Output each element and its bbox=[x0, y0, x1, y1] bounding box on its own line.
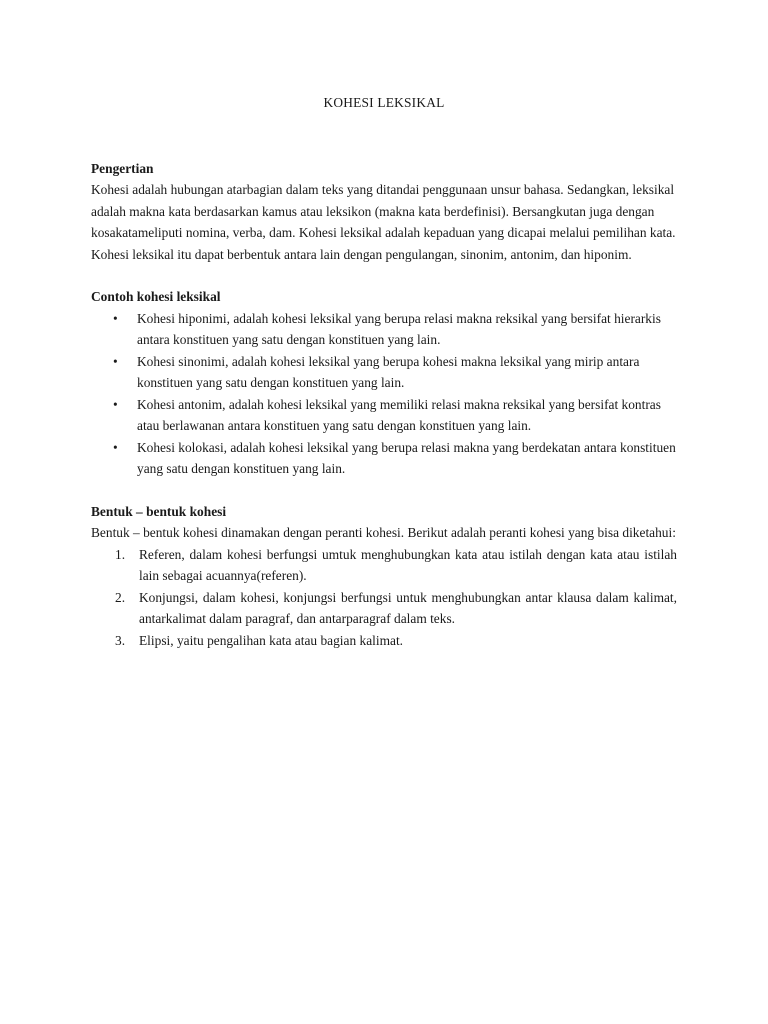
bullet-icon: • bbox=[113, 439, 118, 455]
numbered-list-bentuk bbox=[91, 544, 677, 652]
document-page bbox=[91, 92, 677, 651]
bullet-list-contoh bbox=[91, 308, 677, 480]
list-item-text: Referen, dalam kohesi berfungsi umtuk menghubungkan kata atau istilah dengan kata atau istilah lain sebagai acuannya(referen). bbox=[139, 546, 677, 583]
list-item-text: Elipsi, yaitu pengalihan kata atau bagian kalimat. bbox=[139, 632, 404, 648]
list-item bbox=[91, 437, 677, 480]
list-item bbox=[91, 587, 677, 630]
list-number: 2. bbox=[115, 589, 126, 605]
list-item-text: Konjungsi, dalam kohesi, konjungsi berfungsi untuk menghubungkan antar klausa dalam kalimat, antarkalimat dalam paragraf, dan antarparagraf dalam teks. bbox=[139, 589, 677, 626]
list-item bbox=[91, 351, 677, 394]
list-item-text: Kohesi antonim, adalah kohesi leksikal yang memiliki relasi makna reksikal yang bersifat kontras atau berlawanan antara konstituen yang satu dengan konstituen yang lain. bbox=[137, 396, 661, 433]
section-heading-bentuk: Bentuk – bentuk kohesi bbox=[91, 503, 227, 519]
list-number: 1. bbox=[115, 546, 126, 562]
document-title: KOHESI LEKSIKAL bbox=[323, 95, 445, 110]
list-number: 3. bbox=[115, 632, 126, 648]
list-item bbox=[91, 308, 677, 351]
bullet-icon: • bbox=[113, 310, 118, 326]
bullet-icon: • bbox=[113, 353, 118, 369]
list-item bbox=[91, 394, 677, 437]
list-item-text: Kohesi sinonimi, adalah kohesi leksikal yang berupa kohesi makna leksikal yang mirip antara konstituen yang satu dengan konstituen yang lain. bbox=[137, 353, 640, 390]
paragraph-pengertian: Kohesi adalah hubungan atarbagian dalam teks yang ditandai penggunaan unsur bahasa. Sedangkan, leksikal adalah makna kata berdasarkan kamus atau leksikon (makna kata berdefinisi). Bersangkutan juga dengan kosakatameliputi nomina, verba, dam. Kohesi leksikal adalah kepaduan yang dicapai melalui pemilihan kata. Kohesi leksikal itu dapat berbentuk antara lain dengan pengulangan, sinonim, antonim, dan hiponim. bbox=[91, 182, 676, 262]
bullet-icon: • bbox=[113, 396, 118, 412]
paragraph-bentuk: Bentuk – bentuk kohesi dinamakan dengan peranti kohesi. Berikut adalah peranti kohesi yang bisa diketahui: bbox=[91, 525, 676, 540]
list-item-text: Kohesi kolokasi, adalah kohesi leksikal yang berupa relasi makna yang berdekatan antara konstituen yang satu dengan konstituen yang lain. bbox=[137, 439, 676, 476]
list-item bbox=[91, 544, 677, 587]
section-heading-contoh: Contoh kohesi leksikal bbox=[91, 289, 221, 304]
section-heading-pengertian: Pengertian bbox=[91, 160, 154, 176]
list-item-text: Kohesi hiponimi, adalah kohesi leksikal yang berupa relasi makna reksikal yang bersifat hierarkis antara konstituen yang satu dengan konstituen yang lain. bbox=[137, 310, 661, 347]
list-item bbox=[91, 630, 677, 652]
